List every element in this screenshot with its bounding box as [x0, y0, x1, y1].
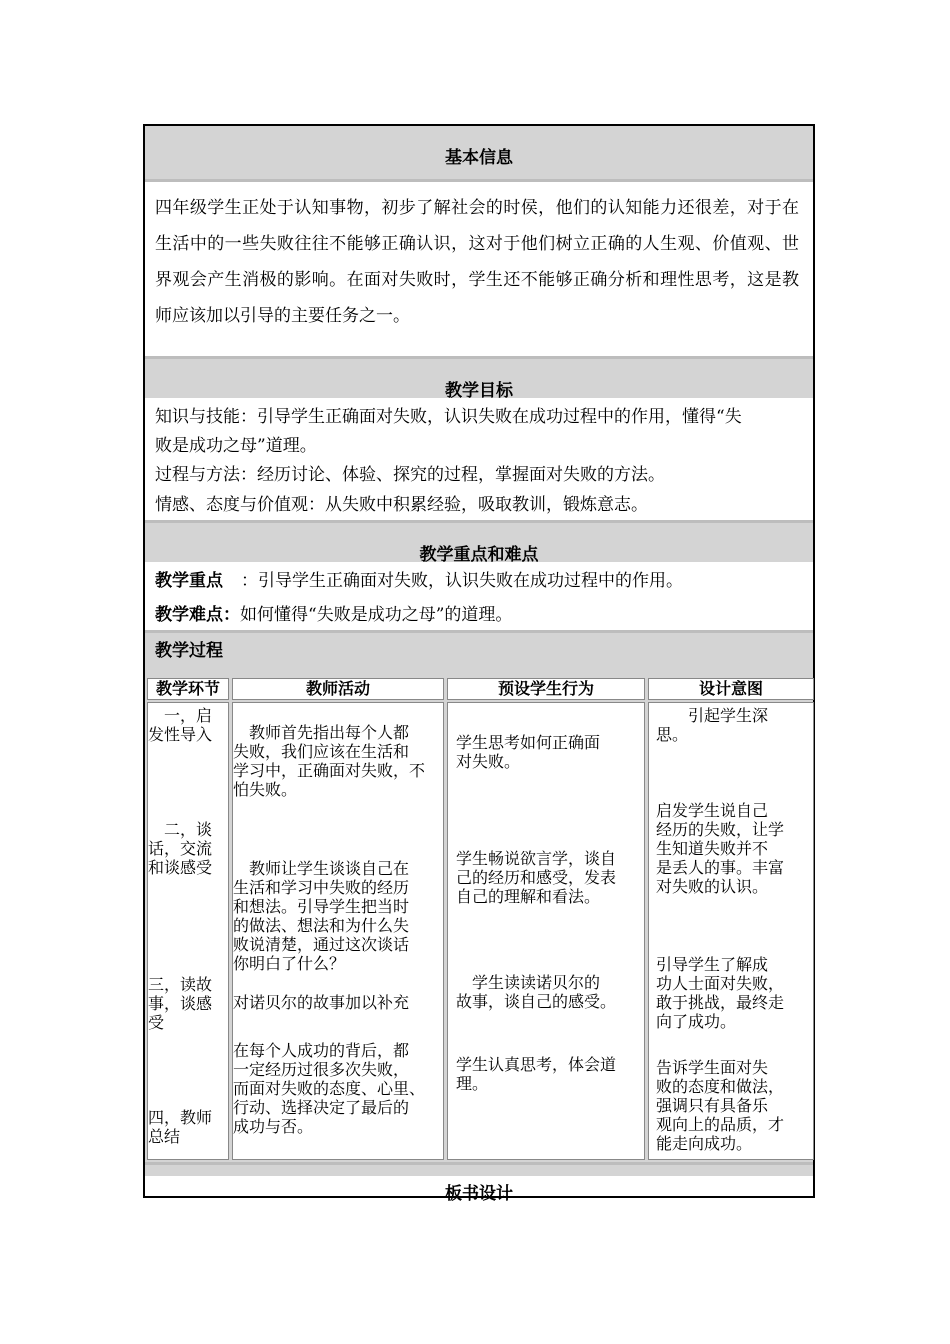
teacher-activity-1: 教师首先指出每个人都 失败，我们应该在生活和 学习中，正确面对失败，不 怕失败。 [233, 723, 426, 799]
stage-2: 二，谈 话，交流 和谈感受 [148, 820, 213, 877]
divider [145, 1162, 813, 1165]
header-intent: 设计意图 [648, 678, 814, 700]
header-teacher: 教师活动 [232, 678, 444, 700]
student-column [447, 702, 645, 1160]
focus-row [155, 566, 683, 591]
basic-info-body: 四年级学生正处于认知事物，初步了解社会的时侯，他们的认知能力还很差，对于在生活中的一些失败往往不能够正确认识，这对于他们树立正确的人生观、价值观、世界观会产生消极的影响。在面对失败时，学生还不能够正确分析和理性思考，这是教师应该加以引导的主要任务之一。 [155, 198, 799, 326]
board-design-title: 板书设计 [445, 1184, 513, 1204]
stage-1: 一，启 发性导入 [148, 706, 213, 744]
divider [145, 520, 813, 523]
teacher-activity-4: 在每个人成功的背后，都 一定经历过很多次失败， 而面对失败的态度、心里、 行动、选择决定了最后的 成功与否。 [233, 1041, 426, 1136]
divider [145, 356, 813, 359]
focus-text: ：引导学生正确面对失败，认识失败在成功过程中的作用。 [241, 571, 683, 591]
difficulty-row [155, 600, 512, 625]
teacher-activity-2: 教师让学生谈谈自己在 生活和学习中失败的经历 和想法。引导学生把当时 的做法、想法和为什么失 败说清楚，通过这次谈话 你明白了什么？ [233, 859, 410, 973]
teacher-column [232, 702, 444, 1160]
student-behavior-2: 学生畅说欲言学，谈自 己的经历和感受，发表 自己的理解和看法。 [456, 849, 617, 906]
student-behavior-3: 学生读读诺贝尔的 故事，谈自己的感受。 [456, 973, 617, 1011]
stage-column [147, 702, 229, 1160]
design-intent-2: 启发学生说自己 经历的失败，让学 生知道失败并不 是丢人的事。丰富 对失败的认识。 [656, 801, 785, 896]
key-points-title: 教学重点和难点 [419, 545, 539, 565]
stage-4: 四，教师 总结 [148, 1108, 213, 1146]
intent-column [648, 702, 814, 1160]
goals-title: 教学目标 [445, 381, 513, 401]
difficulty-label: 教学难点： [155, 605, 240, 625]
stage-3: 三，读故 事，谈感 受 [148, 975, 213, 1032]
divider [145, 630, 813, 633]
lesson-plan-table [143, 124, 815, 1204]
divider [145, 179, 813, 182]
difficulty-text: 如何懂得“失败是成功之母”的道理。 [240, 605, 513, 625]
focus-label: 教学重点 [155, 571, 223, 591]
goal-line-1: 知识与技能：引导学生正确面对失败，认识失败在成功过程中的作用，懂得“失 [155, 407, 742, 427]
student-behavior-1: 学生思考如何正确面 对失败。 [456, 733, 601, 771]
design-intent-3: 引导学生了解成 功人士面对失败， 敢于挑战，最终走 向了成功。 [656, 955, 785, 1031]
goal-line-4: 情感、态度与价值观：从失败中积累经验，吸取教训，锻炼意志。 [155, 495, 648, 515]
header-student: 预设学生行为 [447, 678, 645, 700]
process-title: 教学过程 [155, 641, 223, 661]
goal-line-3: 过程与方法：经历讨论、体验、探究的过程，掌握面对失败的方法。 [155, 465, 665, 485]
student-behavior-4: 学生认真思考，体会道 理。 [456, 1055, 617, 1093]
teacher-activity-3: 对诺贝尔的故事加以补充 [233, 993, 410, 1012]
header-stage: 教学环节 [147, 678, 229, 700]
design-intent-1: 引起学生深 思。 [656, 706, 769, 744]
goal-line-2: 败是成功之母”道理。 [155, 436, 317, 456]
basic-info-title: 基本信息 [445, 148, 513, 168]
design-intent-4: 告诉学生面对失 败的态度和做法， 强调只有具备乐 观向上的品质，才 能走向成功。 [656, 1058, 785, 1153]
